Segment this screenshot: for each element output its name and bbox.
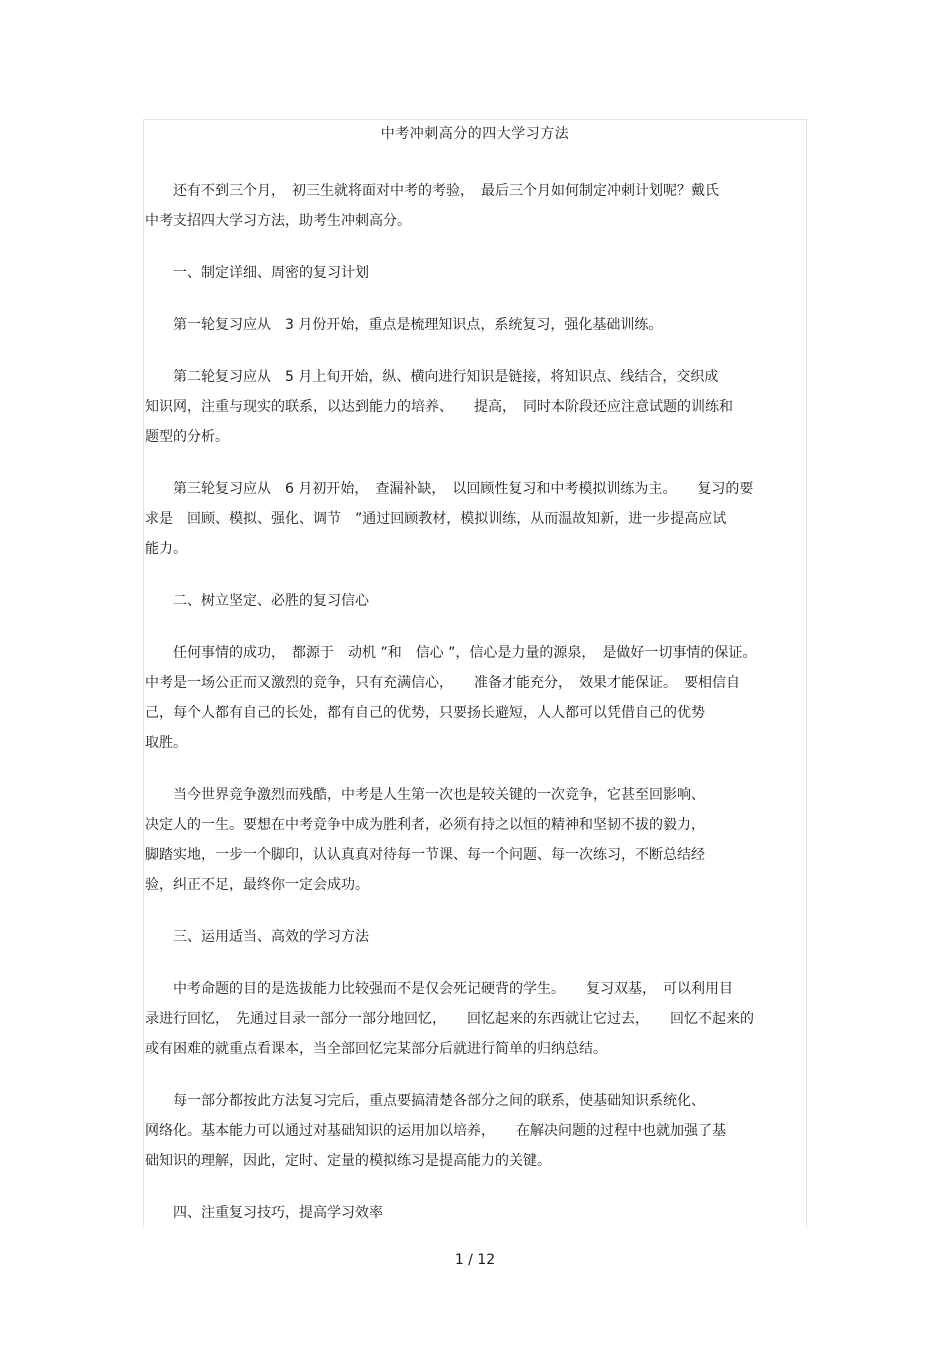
page-indicator: 1 / 12 — [454, 1252, 496, 1268]
text-line: 二、树立坚定、必胜的复习信心 — [145, 593, 369, 609]
paragraph — [145, 176, 801, 236]
text-line: 网络化。基本能力可以通过对基础知识的运用加以培养， 在解决问题的过程中也就加强了基 — [145, 1123, 726, 1139]
section-heading — [145, 258, 801, 288]
text-line: 第一轮复习应从 3 月份开始，重点是梳理知识点，系统复习，强化基础训练。 — [145, 317, 663, 333]
text-line: 脚踏实地，一步一个脚印，认认真真对待每一节课、每一个问题、每一次练习，不断总结经 — [145, 847, 705, 863]
section-heading — [145, 922, 801, 952]
paragraph — [145, 474, 801, 564]
section-heading — [145, 1198, 801, 1228]
text-line: 己，每个人都有自己的长处，都有自己的优势，只要扬长避短，人人都可以凭借自己的优势 — [145, 705, 705, 721]
text-line: 中考命题的目的是选拔能力比较强而不是仅会死记硬背的学生。 复习双基， 可以利用目 — [145, 981, 733, 997]
text-line: 录进行回忆， 先通过目录一部分一部分地回忆， 回忆起来的东西就让它过去， 回忆不起来的 — [145, 1011, 754, 1027]
text-line: 知识网，注重与现实的联系，以达到能力的培养、 提高， 同时本阶段还应注意试题的训练和 — [145, 399, 733, 415]
text-line: 一、制定详细、周密的复习计划 — [145, 265, 369, 281]
text-line: 求是 回顾、模拟、强化、调节 ”通过回顾教材，模拟训练，从而温故知新，进一步提高应试 — [145, 511, 727, 527]
text-line: 取胜。 — [145, 735, 187, 751]
text-line: 当今世界竞争激烈而残酷，中考是人生第一次也是较关键的一次竞争，它甚至回影响、 — [145, 787, 705, 803]
text-line: 中考支招四大学习方法，助考生冲刺高分。 — [145, 213, 411, 229]
paragraph — [145, 780, 801, 900]
text-line: 第三轮复习应从 6 月初开始， 查漏补缺， 以回顾性复习和中考模拟训练为主。 复习的要 — [145, 481, 754, 497]
paragraph — [145, 362, 801, 452]
text-line: 三、运用适当、高效的学习方法 — [145, 929, 369, 945]
text-line: 四、注重复习技巧，提高学习效率 — [145, 1205, 383, 1221]
text-line: 能力。 — [145, 541, 187, 557]
text-line: 每一部分都按此方法复习完后，重点要搞清楚各部分之间的联系，使基础知识系统化、 — [145, 1093, 705, 1109]
text-line: 中考是一场公正而又激烈的竞争，只有充满信心， 准备才能充分， 效果才能保证。 要相信自 — [145, 675, 740, 691]
text-line: 第二轮复习应从 5 月上旬开始，纵、横向进行知识是链接，将知识点、线结合，交织成 — [145, 369, 719, 385]
paragraph — [145, 974, 801, 1064]
text-line: 础知识的理解，因此，定时、定量的模拟练习是提高能力的关键。 — [145, 1153, 551, 1169]
text-line: 任何事情的成功， 都源于 动机 ”和 信心 ”，信心是力量的源泉， 是做好一切事情的保证。 — [145, 645, 757, 661]
text-line: 决定人的一生。要想在中考竞争中成为胜利者，必须有持之以恒的精神和坚韧不拔的毅力， — [145, 817, 705, 833]
text-line: 或有困难的就重点看课本，当全部回忆完某部分后就进行简单的归纳总结。 — [145, 1041, 607, 1057]
text-line: 验，纠正不足，最终你一定会成功。 — [145, 877, 369, 893]
text-line: 还有不到三个月， 初三生就将面对中考的考验， 最后三个月如何制定冲刺计划呢？戴氏 — [145, 183, 719, 199]
paragraph — [145, 310, 801, 340]
text-line: 题型的分析。 — [145, 429, 229, 445]
paragraph — [145, 1086, 801, 1176]
document-body — [145, 176, 801, 1250]
document-title: 中考冲刺高分的四大学习方法 — [380, 126, 570, 142]
paragraph — [145, 638, 801, 758]
section-heading — [145, 586, 801, 616]
